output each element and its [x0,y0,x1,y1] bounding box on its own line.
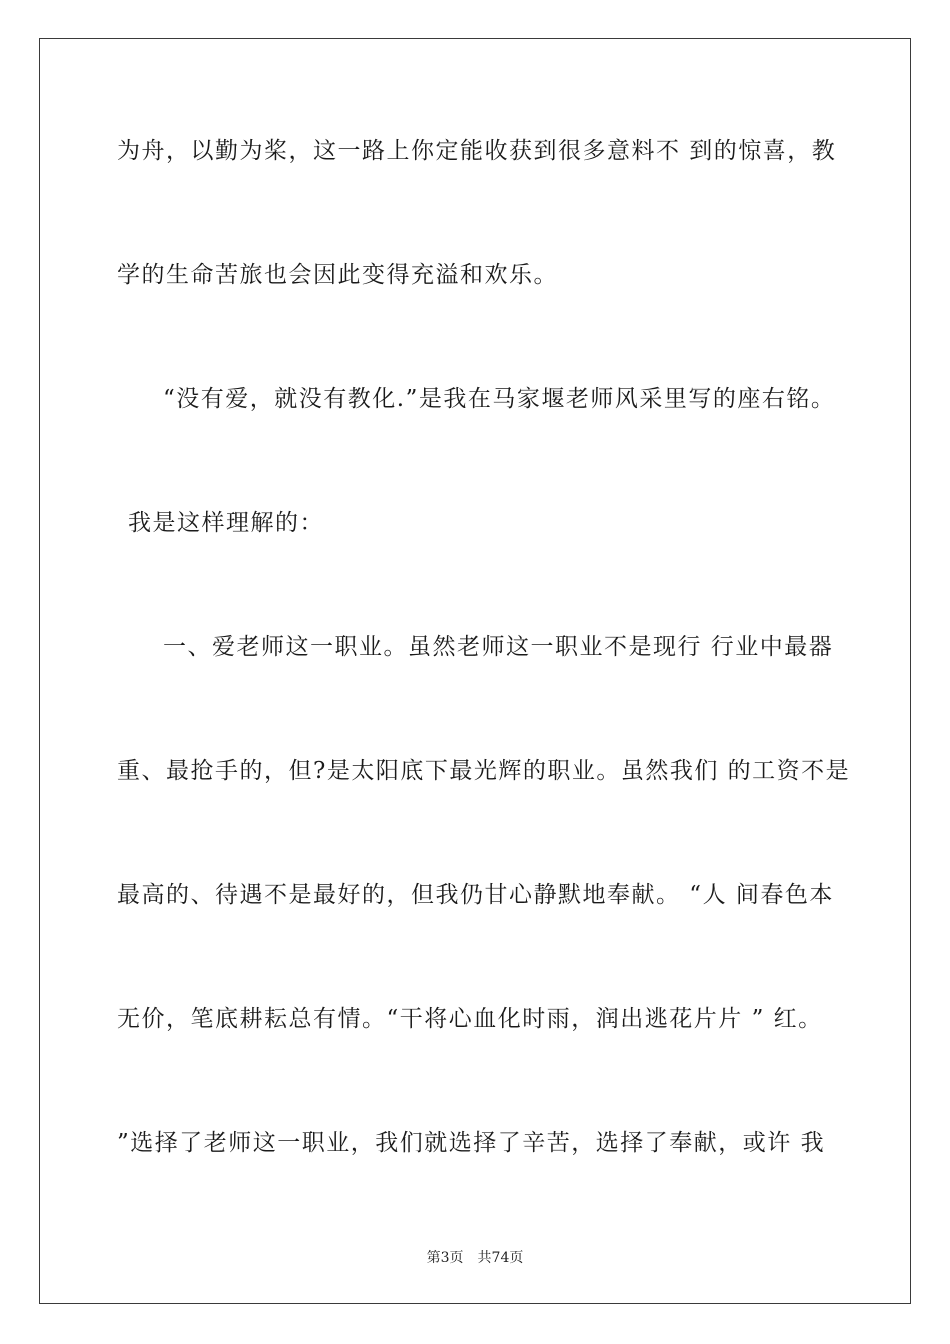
body-line-2: 学的生命苦旅也会因此变得充溢和欢乐。 [117,262,558,288]
body-line-6: 重、最抢手的，但?是太阳底下最光辉的职业。虽然我们 的工资不是 [117,758,851,784]
body-line-1: 为舟，以勤为桨，这一路上你定能收获到很多意料不 到的惊喜，教 [117,138,837,164]
page-footer [0,1247,950,1267]
page-total: 共74页 [477,1250,524,1266]
body-line-5: 一、爱老师这一职业。虽然老师这一职业不是现行 行业中最器 [163,634,834,660]
body-line-3: “没有爱，就没有教化.”是我在马家堰老师风采里写的座右铭。 [163,386,836,412]
page-border [39,38,911,1304]
page-number: 第3页 [426,1250,464,1266]
body-line-7: 最高的、待遇不是最好的，但我仍甘心静默地奉献。 “人 间春色本 [117,882,834,908]
body-line-9: ”选择了老师这一职业，我们就选择了辛苦，选择了奉献，或许 我 [117,1130,826,1156]
body-line-8: 无价，笔底耕耘总有情。“干将心血化时雨，润出逃花片片 ” 红。 [117,1006,823,1032]
body-line-4: 我是这样理解的： [128,510,324,536]
